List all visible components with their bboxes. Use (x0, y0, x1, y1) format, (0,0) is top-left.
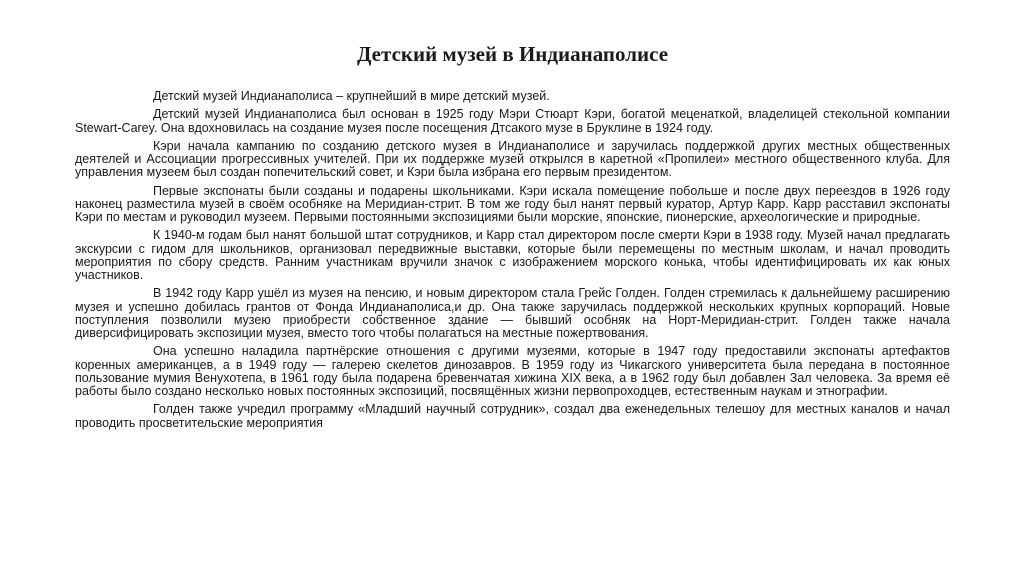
paragraph: Детский музей Индианаполиса был основан в 1925 году Мэри Стюарт Кэри, богатой меценаткой, владелицей стекольной компании Stewart-Carey. Она вдохновилась на создание музея после посещения Дтсакого музе в Бруклине в 1924 году. (75, 107, 950, 135)
paragraph: Она успешно наладила партнёрские отношения с другими музеями, которые в 1947 году предоставили экспонаты артефактов коренных американцев, а в 1949 году — галерею скелетов динозавров. В 1959 году из Чикагского университета была передана в постоянное пользование мумия Венухотепа, в 1961 году была подарена бревенчатая хижина XIX века, а в 1962 году был добавлен Зал человека. За время её работы было создано несколько новых постоянных экспозиций, посвящённых жизни первопроходцев, естественным наукам и этнографии. (75, 344, 950, 399)
paragraph: Кэри начала кампанию по созданию детского музея в Индианаполисе и заручилась поддержкой других местных общественных деятелей и Ассоциации прогрессивных учителей. При их поддержке музей открылся в каретной «Пропилеи» местного общественного клуба. Для управления музеем был создан попечительский совет, и Кэри была избрана его первым президентом. (75, 138, 950, 180)
paragraph: Первые экспонаты были созданы и подарены школьниками. Кэри искала помещение побольше и после двух переездов в 1926 году наконец разместила музей в своём особняке на Меридиан-стрит. В том же году был нанят первый куратор, Артур Карр. Карр расставил экспонаты Кэри по местам и руководил музеем. Первыми постоянными экспозициями были морские, японские, пионерские, археологические и природные. (75, 183, 950, 225)
paragraph: Детский музей Индианаполиса – крупнейший в мире детский музей. (153, 89, 550, 104)
document-body (75, 90, 950, 430)
page-title: Детский музей в Индианаполисе (356, 42, 669, 66)
paragraph: В 1942 году Карр ушёл из музея на пенсию, и новым директором стала Грейс Голден. Голден стремилась к дальнейшему расширению музея и успешно добилась грантов от Фонда Индианаполиса,и др. Она также заручилась поддержкой нескольких крупных корпораций. Новые поступления позволили музею приобрести собственное здание — бывший особняк на Норт-Меридиан-стрит. Голден также начала диверсифицировать экспозиции музея, вместо того чтобы полагаться на местные пожертвования. (75, 286, 950, 341)
paragraph: К 1940-м годам был нанят большой штат сотрудников, и Карр стал директором после смерти Кэри в 1938 году. Музей начал предлагать экскурсии с гидом для школьников, организовал передвижные выставки, которые были перемещены по местным школам, и начал проводить мероприятия по сбору средств. Ранним участникам вручили значок с изображением морского конька, чтобы идентифицировать их как юных участников. (75, 228, 950, 283)
paragraph: Голден также учредил программу «Младший научный сотрудник», создал два еженедельных телешоу для местных каналов и начал проводить просветительские мероприятия (75, 402, 950, 430)
